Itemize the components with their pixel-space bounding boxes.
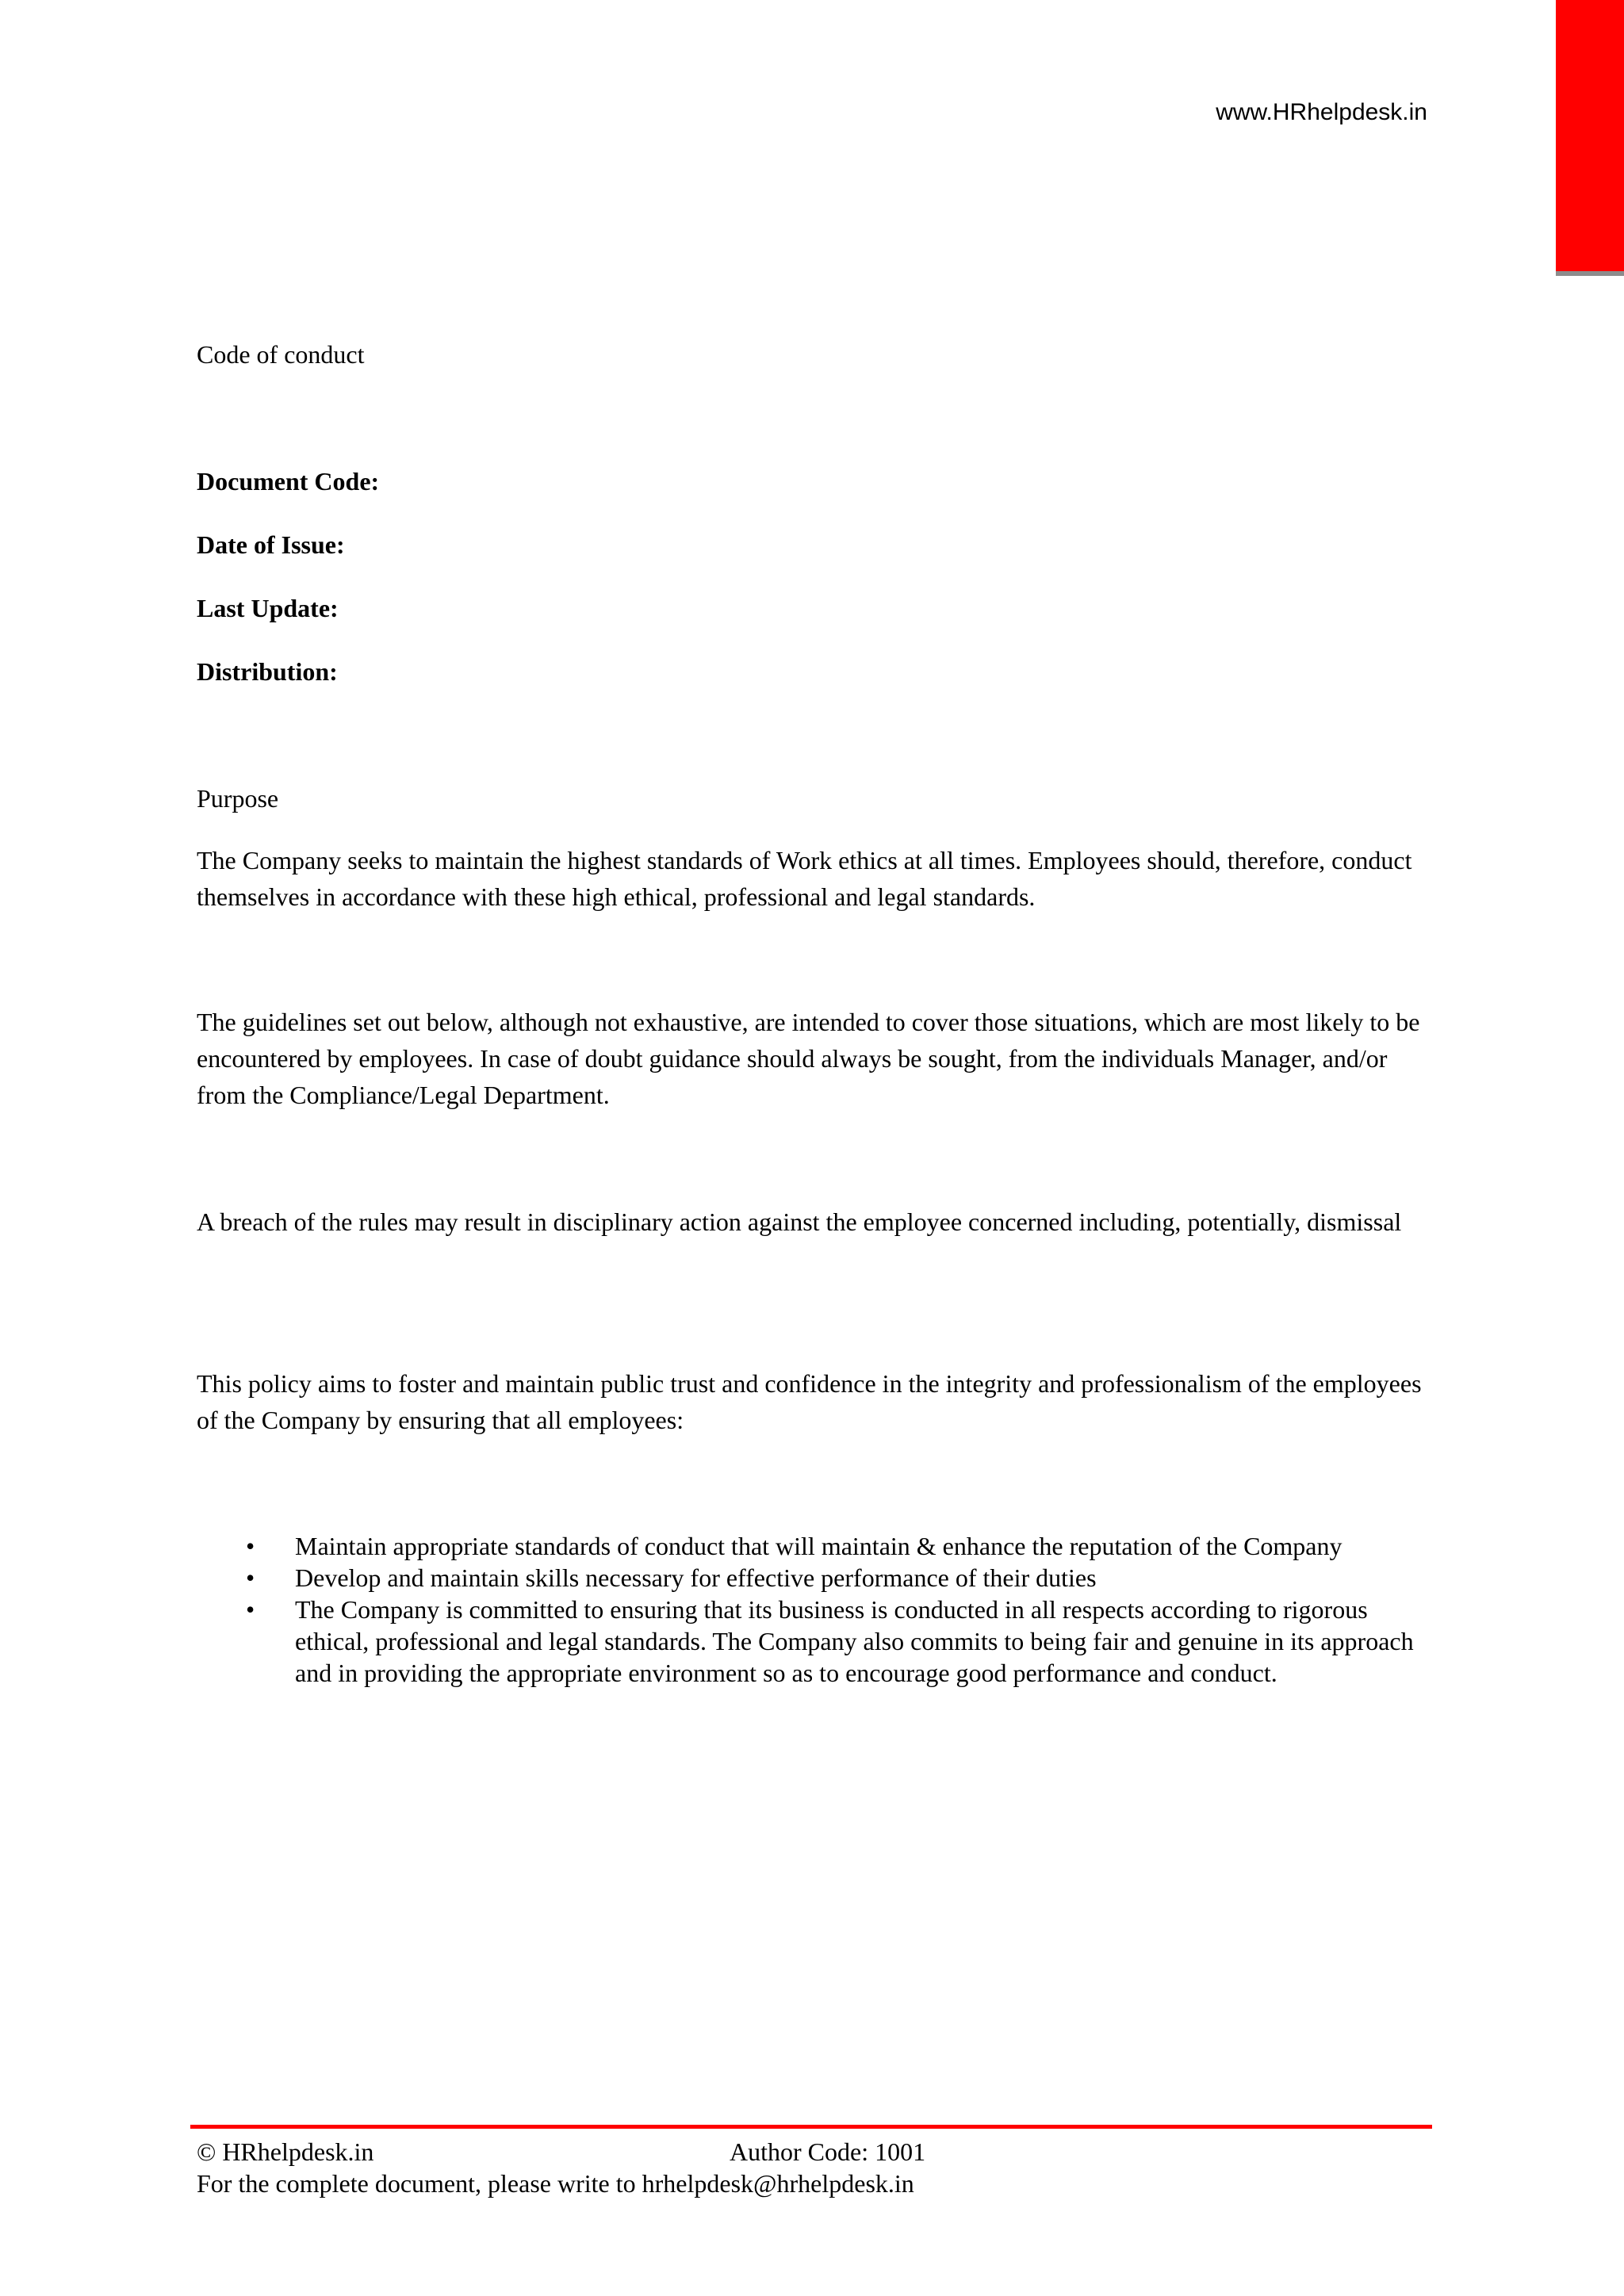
footer-copyright: © HRhelpdesk.in (197, 2137, 374, 2166)
bullet-icon: • (246, 1532, 255, 1560)
paragraph-guidelines: The guidelines set out below, although not exhaustive, are intended to cover those situations, which are most likely to be encountered by employees. In case of doubt guidance should always be sought, from the individuals Manager, and/or from the Compliance/Legal Department. (197, 1008, 1420, 1109)
red-corner-tab-shadow (1556, 271, 1624, 276)
bullet-icon: • (246, 1563, 255, 1592)
paragraph-policy-aims: This policy aims to foster and maintain public trust and confidence in the integrity and professionalism of the employees of the Company by ensuring that all employees: (197, 1369, 1422, 1434)
footer-divider (190, 2125, 1432, 2129)
list-item (246, 1530, 1435, 1562)
paragraph-purpose: The Company seeks to maintain the highest standards of Work ethics at all times. Employees should, therefore, conduct themselves in accordance with these high ethical, professional and legal standards. (197, 846, 1412, 911)
list-item (246, 1594, 1435, 1689)
list-item-text: Maintain appropriate standards of conduct that will maintain & enhance the reputation of the Company (295, 1532, 1342, 1560)
footer-contact-line: For the complete document, please write to hrhelpdesk@hrhelpdesk.in (197, 2169, 914, 2198)
paragraph-breach: A breach of the rules may result in disciplinary action against the employee concerned including, potentially, dismissal (197, 1207, 1402, 1236)
header-site-url: www.HRhelpdesk.in (1216, 99, 1427, 125)
document-title: Code of conduct (197, 340, 365, 369)
employee-standards-list (246, 1530, 1435, 1689)
distribution-label: Distribution: (197, 657, 338, 686)
red-corner-tab (1556, 0, 1624, 271)
footer-author-code: Author Code: 1001 (730, 2137, 926, 2166)
list-item-text: Develop and maintain skills necessary for effective performance of their duties (295, 1563, 1097, 1592)
document-code-label: Document Code: (197, 467, 380, 496)
purpose-heading: Purpose (197, 784, 279, 813)
date-of-issue-label: Date of Issue: (197, 530, 345, 559)
list-item-text: The Company is committed to ensuring that its business is conducted in all respects according to rigorous ethical, professional and legal standards. The Company also commits to being fair and genuine in its approach and in providing the appropriate environment so as to encourage good performance and conduct. (295, 1595, 1414, 1687)
list-item (246, 1562, 1435, 1594)
bullet-icon: • (246, 1595, 255, 1624)
last-update-label: Last Update: (197, 594, 339, 622)
